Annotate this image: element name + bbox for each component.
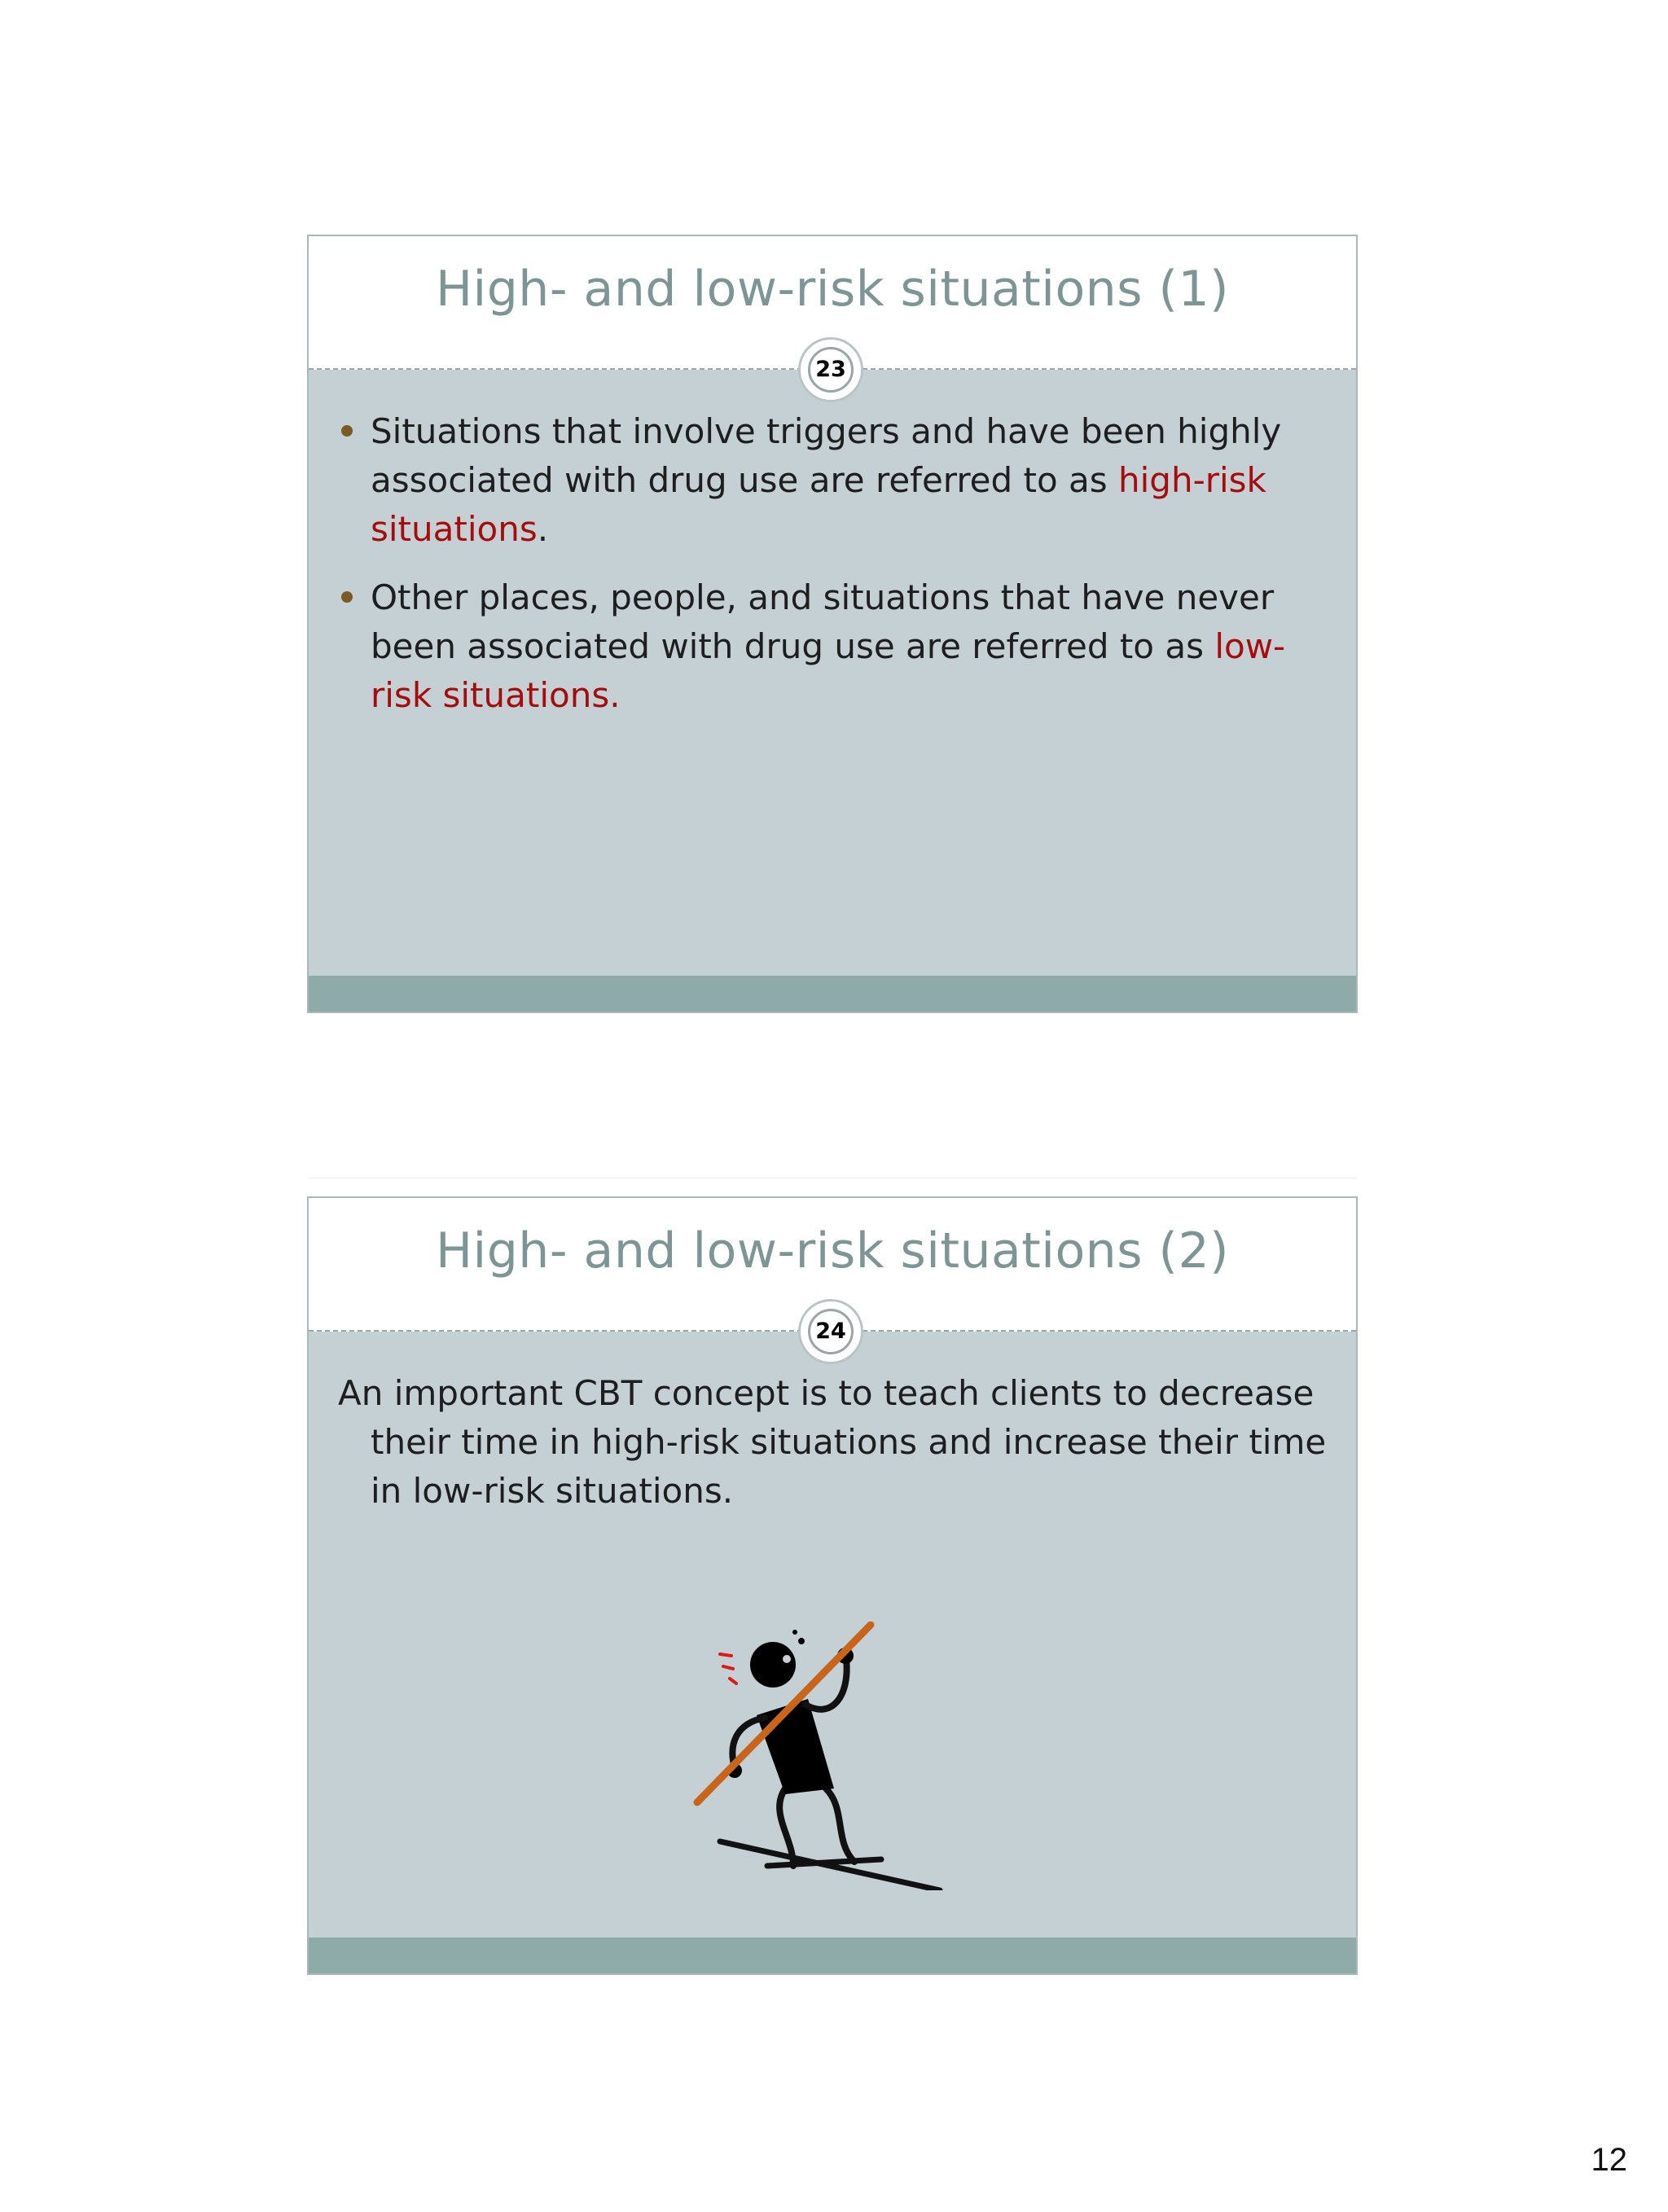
bullet-text: Other places, people, and situations that have never been associated with drug use are referred to as [371, 577, 1275, 666]
bullet-highlight: low-risk situations. [371, 626, 1286, 715]
slide-footer-bar [309, 976, 1356, 1012]
slide-24 [307, 1196, 1358, 1975]
slide-number: 24 [808, 1309, 854, 1354]
bullet-item [338, 573, 1328, 720]
board-line [767, 1859, 881, 1866]
bullet-highlight: high-risk situations [371, 460, 1266, 549]
slide-23 [307, 235, 1358, 1013]
slide-number-badge [801, 340, 861, 400]
bullet-icon [341, 591, 353, 603]
bullet-text: Situations that involve triggers and have been highly associated with drug use are referred to as [371, 411, 1282, 500]
bullet-text-end: . [537, 509, 549, 549]
slide-paragraph: An important CBT concept is to teach clients to decrease their time in high-risk situations and increase their time in low-risk situations. [338, 1373, 1327, 1511]
slide-number-badge [801, 1301, 861, 1362]
slide-number: 23 [808, 347, 854, 393]
stick-figure-balancing-icon [671, 1622, 948, 1890]
figure-head [750, 1642, 796, 1688]
bullet-icon [341, 425, 353, 437]
bullet-item [338, 407, 1328, 554]
page-number: 12 [1591, 2142, 1627, 2178]
slide-body [309, 407, 1356, 976]
slide-title: High- and low-risk situations (2) [435, 1222, 1230, 1279]
slope-line [720, 1841, 940, 1890]
slide-title: High- and low-risk situations (1) [435, 261, 1230, 318]
slide-footer-bar [309, 1938, 1356, 1973]
